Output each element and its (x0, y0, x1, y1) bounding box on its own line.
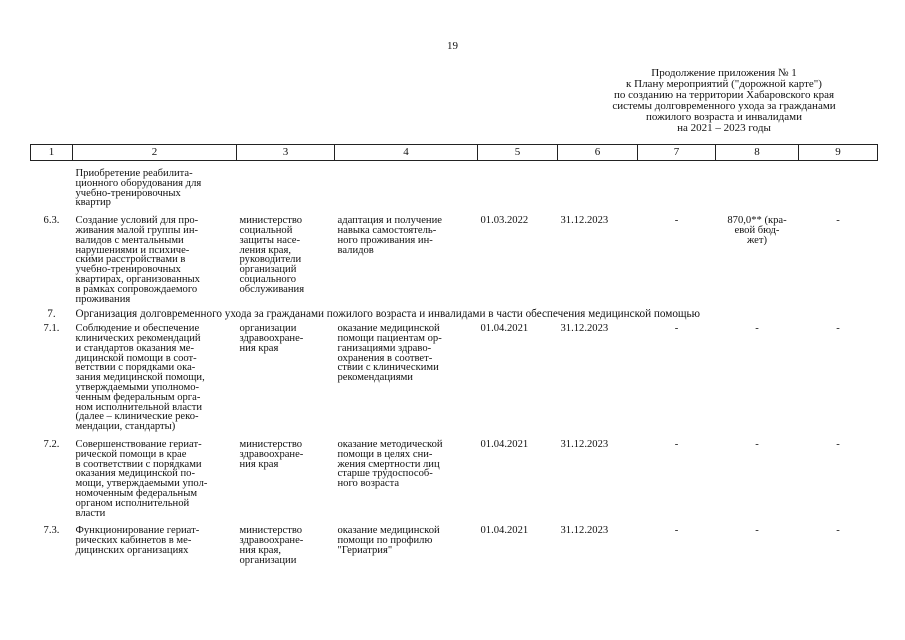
row-number: 7.2. (43, 438, 60, 450)
row-col7: - (674, 525, 679, 537)
column-header: 4 (335, 145, 478, 161)
row-end-date: 31.12.2023 (560, 215, 609, 227)
appendix-line: на 2021 – 2023 годы (677, 122, 771, 134)
row-col7: - (674, 215, 679, 227)
column-header: 1 (31, 145, 73, 161)
row-executor: министерство здравоохране- ния края (239, 438, 304, 470)
roadmap-table (30, 144, 878, 565)
row-col8: - (755, 323, 759, 335)
column-header: 5 (478, 145, 558, 161)
table-row (31, 432, 878, 518)
row-executor: организации здравоохране- ния края (239, 323, 304, 354)
row-start-date: 01.03.2022 (480, 215, 529, 227)
table-row-continued (31, 161, 878, 209)
appendix-caption (574, 68, 874, 134)
row-result: оказание медицинской помощи пациентам ор- ганизациями здраво- охранения в соответ- ствии с клиническими рекомендациями (337, 323, 442, 384)
column-header: 7 (638, 145, 716, 161)
section-row (31, 304, 878, 324)
column-header: 2 (73, 145, 237, 161)
section-number: 7. (47, 308, 56, 321)
column-header: 6 (558, 145, 638, 161)
continued-activity-text: Приобретение реабилита- ционного оборудования для учебно-тренировочных квартир (75, 168, 202, 209)
row-end-date: 31.12.2023 (560, 525, 609, 537)
row-col8: 870,0** (кра- евой бюд- жет) (727, 215, 787, 246)
row-activity: Соблюдение и обеспечение клинических рекомендаций и стандартов оказания ме- дицинской помощи в соот- ветствии с порядками ока- зания медицинской помощи, утверждаемыми уполномо- ченным федеральным орга- ном исполнительной власти (далее – клинические реко- мендации, стандарты) (75, 323, 205, 433)
row-col9: - (836, 438, 840, 450)
table-row (31, 518, 878, 565)
row-activity: Создание условий для про- живания малой группы ин- валидов с ментальными нарушениями и психиче- скими расстройствами в учебно-тренировочных квартирах, организованных в рамках сопровождаемого проживания (75, 215, 200, 305)
appendix-line: системы долговременного ухода за гражданами (612, 100, 836, 112)
page-number: 19 (447, 40, 458, 52)
column-header: 8 (716, 145, 799, 161)
table-row (31, 324, 878, 432)
row-start-date: 01.04.2021 (480, 438, 529, 450)
column-header: 9 (799, 145, 878, 161)
row-executor: министерство здравоохране- ния края, организации (239, 525, 304, 566)
row-result: адаптация и получение навыка самостоятель- ного проживания ин- валидов (337, 215, 442, 256)
appendix-line: Продолжение приложения № 1 (651, 67, 797, 79)
appendix-line: по созданию на территории Хабаровского края (613, 89, 835, 101)
column-header: 3 (237, 145, 335, 161)
row-end-date: 31.12.2023 (560, 323, 609, 335)
row-activity: Совершенствование гериат- рической помощи в крае в соответствии с порядками оказания медицинской по- мощи, утверждаемыми упол- номоченным федеральным органом исполнительной власти (75, 438, 208, 519)
row-col8: - (755, 525, 759, 537)
row-number: 6.3. (43, 215, 60, 227)
row-start-date: 01.04.2021 (480, 323, 529, 335)
section-title: Организация долговременного ухода за гражданами пожилого возраста и инвалидами в части обеспечения медицинской помощью (75, 308, 700, 321)
row-start-date: 01.04.2021 (480, 525, 529, 537)
row-end-date: 31.12.2023 (560, 438, 609, 450)
appendix-line: пожилого возраста и инвалидами (645, 111, 803, 123)
row-number: 7.3. (43, 525, 60, 537)
table-header-row (31, 145, 878, 161)
row-col7: - (674, 323, 679, 335)
row-number: 7.1. (43, 323, 60, 335)
appendix-line: к Плану мероприятий ("дорожной карте") (626, 78, 822, 90)
row-col9: - (836, 525, 840, 537)
row-result: оказание методической помощи в целях сни- жения смертности лиц старше трудоспособ- ного возраста (337, 438, 443, 490)
table-row (31, 208, 878, 304)
row-col9: - (836, 215, 840, 227)
row-col9: - (836, 323, 840, 335)
row-executor: министерство социальной защиты насе- ления края, руководители организаций социального обслуживания (239, 215, 305, 295)
row-col8: - (755, 438, 759, 450)
row-result: оказание медицинской помощи по профилю "Гериатрия" (337, 525, 440, 556)
row-col7: - (674, 438, 679, 450)
row-activity: Функционирование гериат- рических кабинетов в ме- дицинских организациях (75, 525, 200, 556)
